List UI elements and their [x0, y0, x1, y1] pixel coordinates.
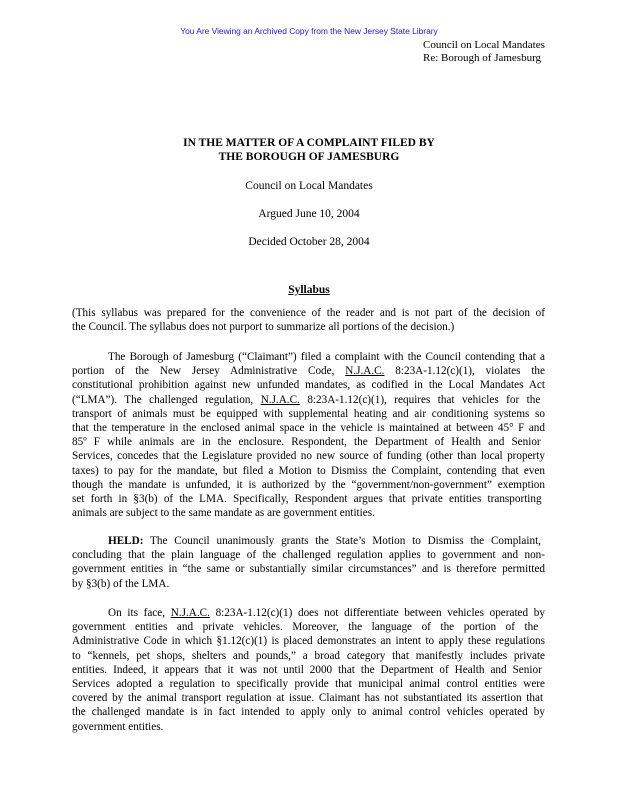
- text-line: [72, 534, 545, 548]
- disclaimer-paragraph: [72, 306, 545, 334]
- text-line: set forth in §3(b) of the LMA. Specifically, Respondent argues that private entities transporting: [72, 493, 542, 506]
- text-line: Services, concedes that the Legislature provided no new source of funding (other than local property: [72, 450, 545, 463]
- decided-date: Decided October 28, 2004: [248, 236, 370, 248]
- holding-paragraph: [72, 534, 545, 591]
- citation: N.J.A.C.: [170, 607, 210, 619]
- text-line: government entities and private vehicles. Moreover, the language of the portion of the: [72, 621, 539, 634]
- text-line: [72, 393, 545, 407]
- text-span: 8:23A-1.12(c)(1), violates the: [384, 365, 545, 378]
- text-line: the challenged mandate is in fact intended to apply only to animal control vehicles operated by: [72, 706, 545, 719]
- text-line: (This syllabus was prepared for the convenience of the reader and is not part of the decision of: [72, 307, 545, 319]
- text-line: though the mandate is unfunded, it is authorized by the “government/non-government” exemption: [72, 478, 545, 491]
- text-span: (“LMA”). The challenged regulation,: [72, 393, 261, 406]
- claim-paragraph: [72, 350, 545, 520]
- text-line: covered by the animal transport regulation at issue. Claimant has not substantiated its assertion that: [72, 692, 544, 705]
- text-line: [72, 606, 545, 620]
- argued-date: Argued June 10, 2004: [258, 208, 360, 220]
- text-line: transport of animals must be equipped with supplemental heating and air conditioning systems so: [72, 407, 545, 420]
- text-line: concluding that the plain language of the challenged regulation applies to government and non-: [72, 549, 545, 562]
- archive-banner: You Are Viewing an Archived Copy from the New Jersey State Library: [180, 26, 438, 36]
- text-line: animals are subject to the same mandate as are government entities.: [72, 507, 375, 520]
- text-line: the Council. The syllabus does not purport to summarize all portions of the decision.): [72, 321, 455, 334]
- header-line-re: Re: Borough of Jamesburg: [423, 52, 542, 64]
- case-title: [0, 136, 618, 164]
- text-span: On its face,: [108, 607, 171, 619]
- council-name: Council on Local Mandates: [245, 180, 373, 192]
- text-line: [72, 350, 545, 364]
- analysis-paragraph: [72, 606, 545, 734]
- syllabus-heading: Syllabus: [288, 284, 330, 296]
- text-line: entities. Indeed, it appears that it was not until 2000 that the Department of Health and Senior: [72, 663, 542, 676]
- text-span: The Council unanimously grants the State’s Motion to Dismiss the Complaint,: [143, 535, 541, 547]
- text-line: government entities.: [72, 720, 164, 733]
- text-line: by §3(b) of the LMA.: [72, 577, 170, 590]
- case-title-line-2: THE BOROUGH OF JAMESBURG: [218, 151, 400, 163]
- text-span: The Borough of Jamesburg (“Claimant”) filed a complaint with the Council contending that a: [108, 351, 545, 363]
- text-line: taxes) to pay for the mandate, but filed a Motion to Dismiss the Complaint, contending that even: [72, 464, 545, 477]
- text-line: 85º F while animals are in the enclosure. Respondent, the Department of Health and Senior: [72, 436, 541, 449]
- text-line: Services adopted a regulation to specifically provide that municipal animal control entities were: [72, 678, 545, 691]
- text-span: 8:23A-1.12(c)(1) does not differentiate between vehicles operated by: [209, 607, 545, 619]
- text-line: government entities in “the same or substantially similar circumstances” and is therefore permitted: [72, 563, 545, 576]
- held-label: HELD:: [108, 535, 144, 547]
- text-span: 8:23A-1.12(c)(1), requires that vehicles for the: [299, 393, 541, 406]
- running-header: [423, 39, 545, 65]
- text-line: [72, 364, 545, 378]
- case-title-line-1: IN THE MATTER OF A COMPLAINT FILED BY: [183, 137, 435, 149]
- citation: N.J.A.C.: [345, 365, 385, 378]
- text-line: to “kennels, pet shops, shelters and pounds,” a broad category that manifestly includes private: [72, 649, 545, 662]
- text-line: constitutional prohibition against new unfunded mandates, as codified in the Local Mandates Act: [72, 379, 545, 392]
- citation: N.J.A.C.: [260, 393, 300, 406]
- text-line: that the temperature in the enclosed animal space in the vehicle is maintained at between 45° F and: [72, 422, 545, 435]
- header-line-council: Council on Local Mandates: [423, 39, 545, 51]
- text-span: portion of the New Jersey Administrative Code,: [72, 365, 346, 378]
- text-line: Administrative Code in which §1.12(c)(1) is placed demonstrates an intent to apply these regulations: [72, 635, 545, 648]
